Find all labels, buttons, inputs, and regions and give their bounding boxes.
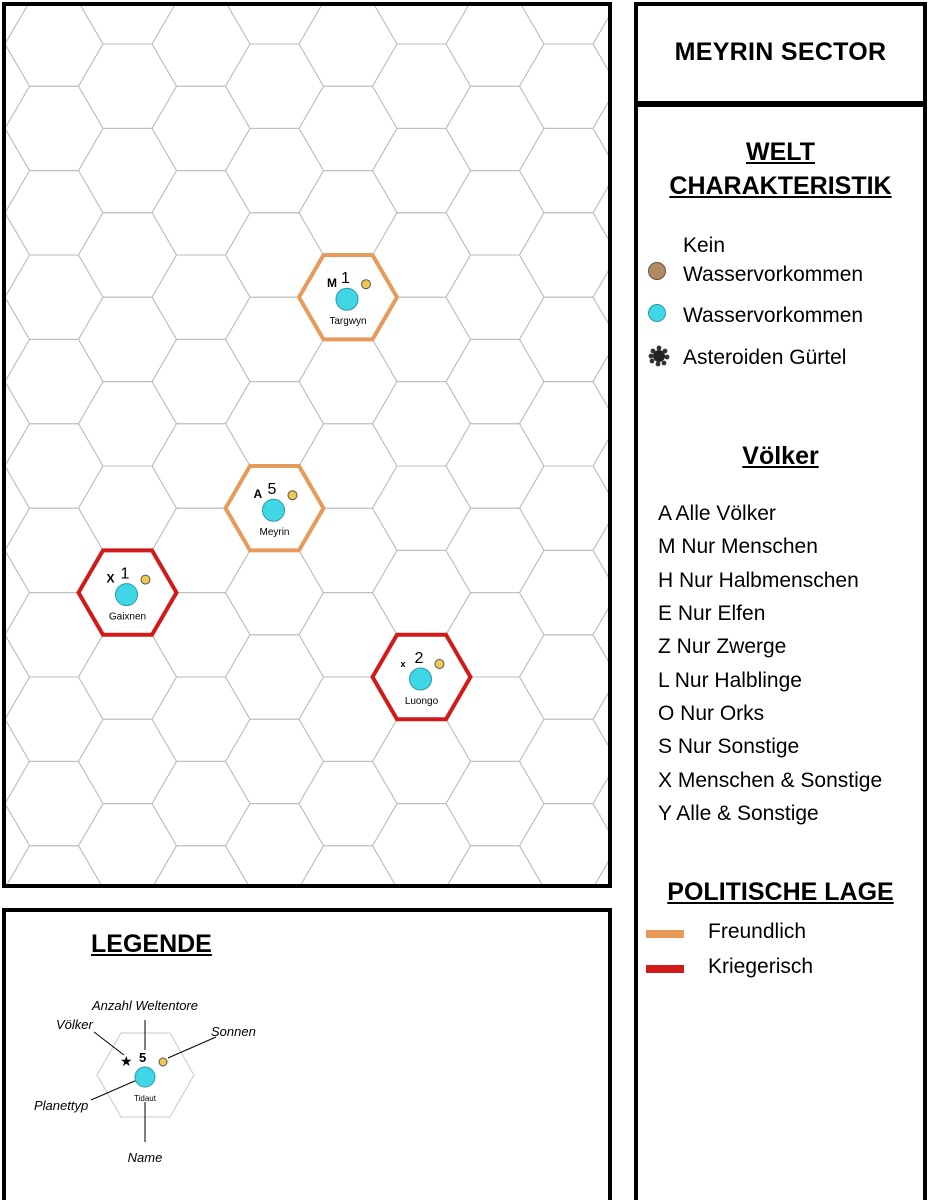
hex-cell[interactable] — [520, 128, 609, 212]
hex-cell[interactable] — [6, 339, 103, 423]
world-char-title-1: WELT — [746, 138, 815, 166]
hex-cell[interactable] — [6, 44, 30, 128]
world-race-code: x — [400, 659, 406, 669]
hex-cell[interactable] — [446, 255, 544, 339]
world-hex-meyrin[interactable] — [226, 466, 324, 550]
politics-friendly-label: Freundlich — [708, 920, 807, 943]
hex-cell[interactable] — [373, 6, 471, 44]
hex-cell[interactable] — [152, 339, 250, 423]
hex-cell[interactable] — [299, 171, 397, 255]
hex-cell[interactable] — [79, 213, 177, 297]
water-planet-icon — [410, 668, 432, 690]
hex-cell[interactable] — [299, 846, 397, 884]
hex-cell[interactable] — [152, 86, 250, 170]
hex-cell[interactable] — [520, 297, 609, 381]
sun-icon — [288, 491, 297, 500]
legend-sample-gates: 5 — [139, 1050, 147, 1065]
hex-cell[interactable] — [6, 86, 103, 170]
sun-icon — [141, 575, 150, 584]
race-item: X Menschen & Sonstige — [658, 769, 883, 792]
world-gate-count: 1 — [120, 565, 130, 583]
hex-cell[interactable] — [373, 382, 471, 466]
world-name: Luongo — [404, 696, 439, 707]
hex-cell[interactable] — [446, 508, 544, 592]
world-name: Meyrin — [259, 527, 290, 539]
world-char-dry-line1: Kein — [683, 234, 726, 257]
hex-cell[interactable] — [593, 677, 608, 761]
hex-cell[interactable] — [446, 339, 544, 423]
hex-cell[interactable] — [6, 550, 30, 634]
info-panel — [634, 103, 927, 1200]
hex-cell[interactable] — [373, 128, 471, 212]
world-name: Gaixnen — [108, 611, 147, 623]
race-item: H Nur Halbmenschen — [658, 569, 859, 592]
legend-label-suns: Sonnen — [211, 1024, 256, 1039]
hex-cell[interactable] — [6, 804, 30, 884]
world-gate-count: 1 — [341, 270, 350, 288]
hex-cell[interactable] — [593, 846, 608, 884]
world-hex-luongo[interactable] — [373, 635, 471, 719]
legend-sun-icon — [159, 1058, 167, 1066]
hex-cell[interactable] — [373, 719, 471, 803]
hex-cell[interactable] — [79, 382, 177, 466]
hex-cell[interactable] — [6, 171, 103, 255]
hex-cell[interactable] — [6, 255, 103, 339]
world-race-code: X — [106, 571, 115, 586]
hostile-swatch — [646, 965, 684, 973]
world-hex-targwyn[interactable] — [299, 255, 397, 339]
legend-label-gates: Anzahl Weltentore — [92, 998, 198, 1013]
hex-cell[interactable] — [226, 719, 324, 803]
hex-cell[interactable] — [226, 550, 324, 634]
legend-label-races: Völker — [56, 1017, 93, 1032]
hex-cell[interactable] — [446, 424, 544, 508]
hex-cell[interactable] — [226, 382, 324, 466]
hex-cell[interactable] — [6, 466, 30, 550]
hex-cell[interactable] — [593, 593, 608, 677]
hex-cell[interactable] — [520, 804, 609, 884]
hex-cell[interactable] — [373, 44, 471, 128]
hex-cell[interactable] — [6, 6, 30, 44]
politics-hostile-label: Kriegerisch — [708, 955, 814, 978]
hex-cell[interactable] — [6, 719, 30, 803]
hex-cell[interactable] — [79, 466, 177, 550]
hex-cell[interactable] — [79, 44, 177, 128]
legend-sample-name: Tidaut — [134, 1094, 156, 1103]
politics-title: POLITISCHE LAGE — [667, 878, 894, 906]
hex-cell[interactable] — [373, 550, 471, 634]
hex-cell[interactable] — [6, 128, 30, 212]
hex-cell[interactable] — [152, 677, 250, 761]
brown-planet-icon — [648, 262, 666, 280]
hex-cell[interactable] — [6, 213, 30, 297]
legend-water-planet-icon — [135, 1067, 155, 1087]
hex-cell[interactable] — [299, 86, 397, 170]
hex-cell[interactable] — [152, 761, 250, 845]
race-item: O Nur Orks — [658, 702, 765, 725]
hex-cell[interactable] — [593, 255, 608, 339]
hex-cell[interactable] — [226, 44, 324, 128]
hex-cell[interactable] — [520, 466, 609, 550]
hex-cell[interactable] — [299, 339, 397, 423]
legend-panel — [2, 908, 612, 1200]
hex-cell[interactable] — [6, 297, 30, 381]
race-item: M Nur Menschen — [658, 535, 818, 558]
world-gate-count: 2 — [414, 650, 424, 667]
legend-title: LEGENDE — [91, 930, 212, 958]
hex-cell[interactable] — [6, 761, 103, 845]
world-race-code: A — [253, 487, 263, 502]
race-item: L Nur Halblinge — [658, 669, 802, 692]
hex-cell[interactable] — [593, 424, 608, 508]
hex-cell[interactable] — [593, 6, 608, 86]
hex-cells — [6, 6, 608, 884]
sun-icon — [362, 280, 371, 289]
hex-cell[interactable] — [446, 846, 544, 884]
hex-grid — [6, 6, 608, 884]
race-item: E Nur Elfen — [658, 602, 766, 625]
race-item: Z Nur Zwerge — [658, 635, 787, 658]
hex-cell[interactable] — [520, 550, 609, 634]
water-planet-icon — [648, 304, 666, 322]
hex-cell[interactable] — [6, 846, 103, 884]
hex-cell[interactable] — [79, 719, 177, 803]
hex-cell[interactable] — [593, 339, 608, 423]
sun-icon — [435, 660, 444, 669]
sector-title: MEYRIN SECTOR — [674, 38, 887, 66]
legend-label-name: Name — [127, 1150, 163, 1165]
hex-map[interactable] — [2, 2, 612, 888]
planet-type-pointer — [91, 1080, 137, 1100]
race-item: Y Alle & Sonstige — [658, 802, 819, 825]
hex-cell[interactable] — [520, 719, 609, 803]
hex-cell[interactable] — [446, 86, 544, 170]
hex-cell[interactable] — [6, 677, 103, 761]
hex-cell[interactable] — [152, 846, 250, 884]
water-planet-icon — [336, 288, 358, 310]
world-hex-gaixnen[interactable] — [79, 550, 177, 634]
water-planet-icon — [116, 584, 138, 606]
hex-cell[interactable] — [79, 297, 177, 381]
hex-cell[interactable] — [79, 635, 177, 719]
races-title: Völker — [742, 442, 819, 470]
hex-cell[interactable] — [520, 44, 609, 128]
world-name: Targwyn — [329, 316, 367, 328]
hex-cell[interactable] — [226, 635, 324, 719]
hex-cell[interactable] — [520, 213, 609, 297]
star-icon: ★ — [120, 1054, 133, 1070]
race-item: A Alle Völker — [658, 502, 776, 525]
hex-cell[interactable] — [6, 382, 30, 466]
hex-cell[interactable] — [152, 255, 250, 339]
hex-cell[interactable] — [446, 761, 544, 845]
sector-title-panel — [634, 2, 927, 105]
world-race-code: M — [327, 276, 337, 291]
suns-pointer — [168, 1037, 216, 1058]
hex-cell[interactable] — [593, 761, 608, 845]
water-planet-icon — [263, 499, 285, 521]
hex-cell[interactable] — [593, 86, 608, 170]
hex-cell[interactable] — [593, 171, 608, 255]
hex-cell[interactable] — [6, 635, 30, 719]
hex-cell[interactable] — [520, 382, 609, 466]
hex-cell[interactable] — [226, 6, 324, 44]
world-char-dry-line2: Wasservorkommen — [683, 263, 864, 286]
legend-label-planet-type: Planettyp — [34, 1098, 89, 1113]
world-char-title-2: CHARAKTERISTIK — [669, 172, 892, 200]
hex-cell[interactable] — [593, 508, 608, 592]
hex-cell[interactable] — [373, 466, 471, 550]
hex-cell[interactable] — [79, 128, 177, 212]
world-char-asteroid-label: Asteroiden Gürtel — [683, 346, 847, 369]
hex-cell[interactable] — [446, 171, 544, 255]
hex-cell[interactable] — [6, 424, 103, 508]
hex-cell[interactable] — [79, 6, 177, 44]
world-gate-count: 5 — [267, 481, 277, 499]
legend-diagram — [6, 912, 608, 1200]
hex-cell[interactable] — [152, 171, 250, 255]
hex-cell[interactable] — [520, 6, 609, 44]
hex-cell[interactable] — [226, 128, 324, 212]
hex-cell[interactable] — [520, 635, 609, 719]
asteroid-belt-icon — [648, 345, 670, 367]
hex-cell[interactable] — [299, 761, 397, 845]
world-char-water-label: Wasservorkommen — [683, 304, 864, 327]
friendly-swatch — [646, 930, 684, 938]
race-item: S Nur Sonstige — [658, 735, 800, 758]
